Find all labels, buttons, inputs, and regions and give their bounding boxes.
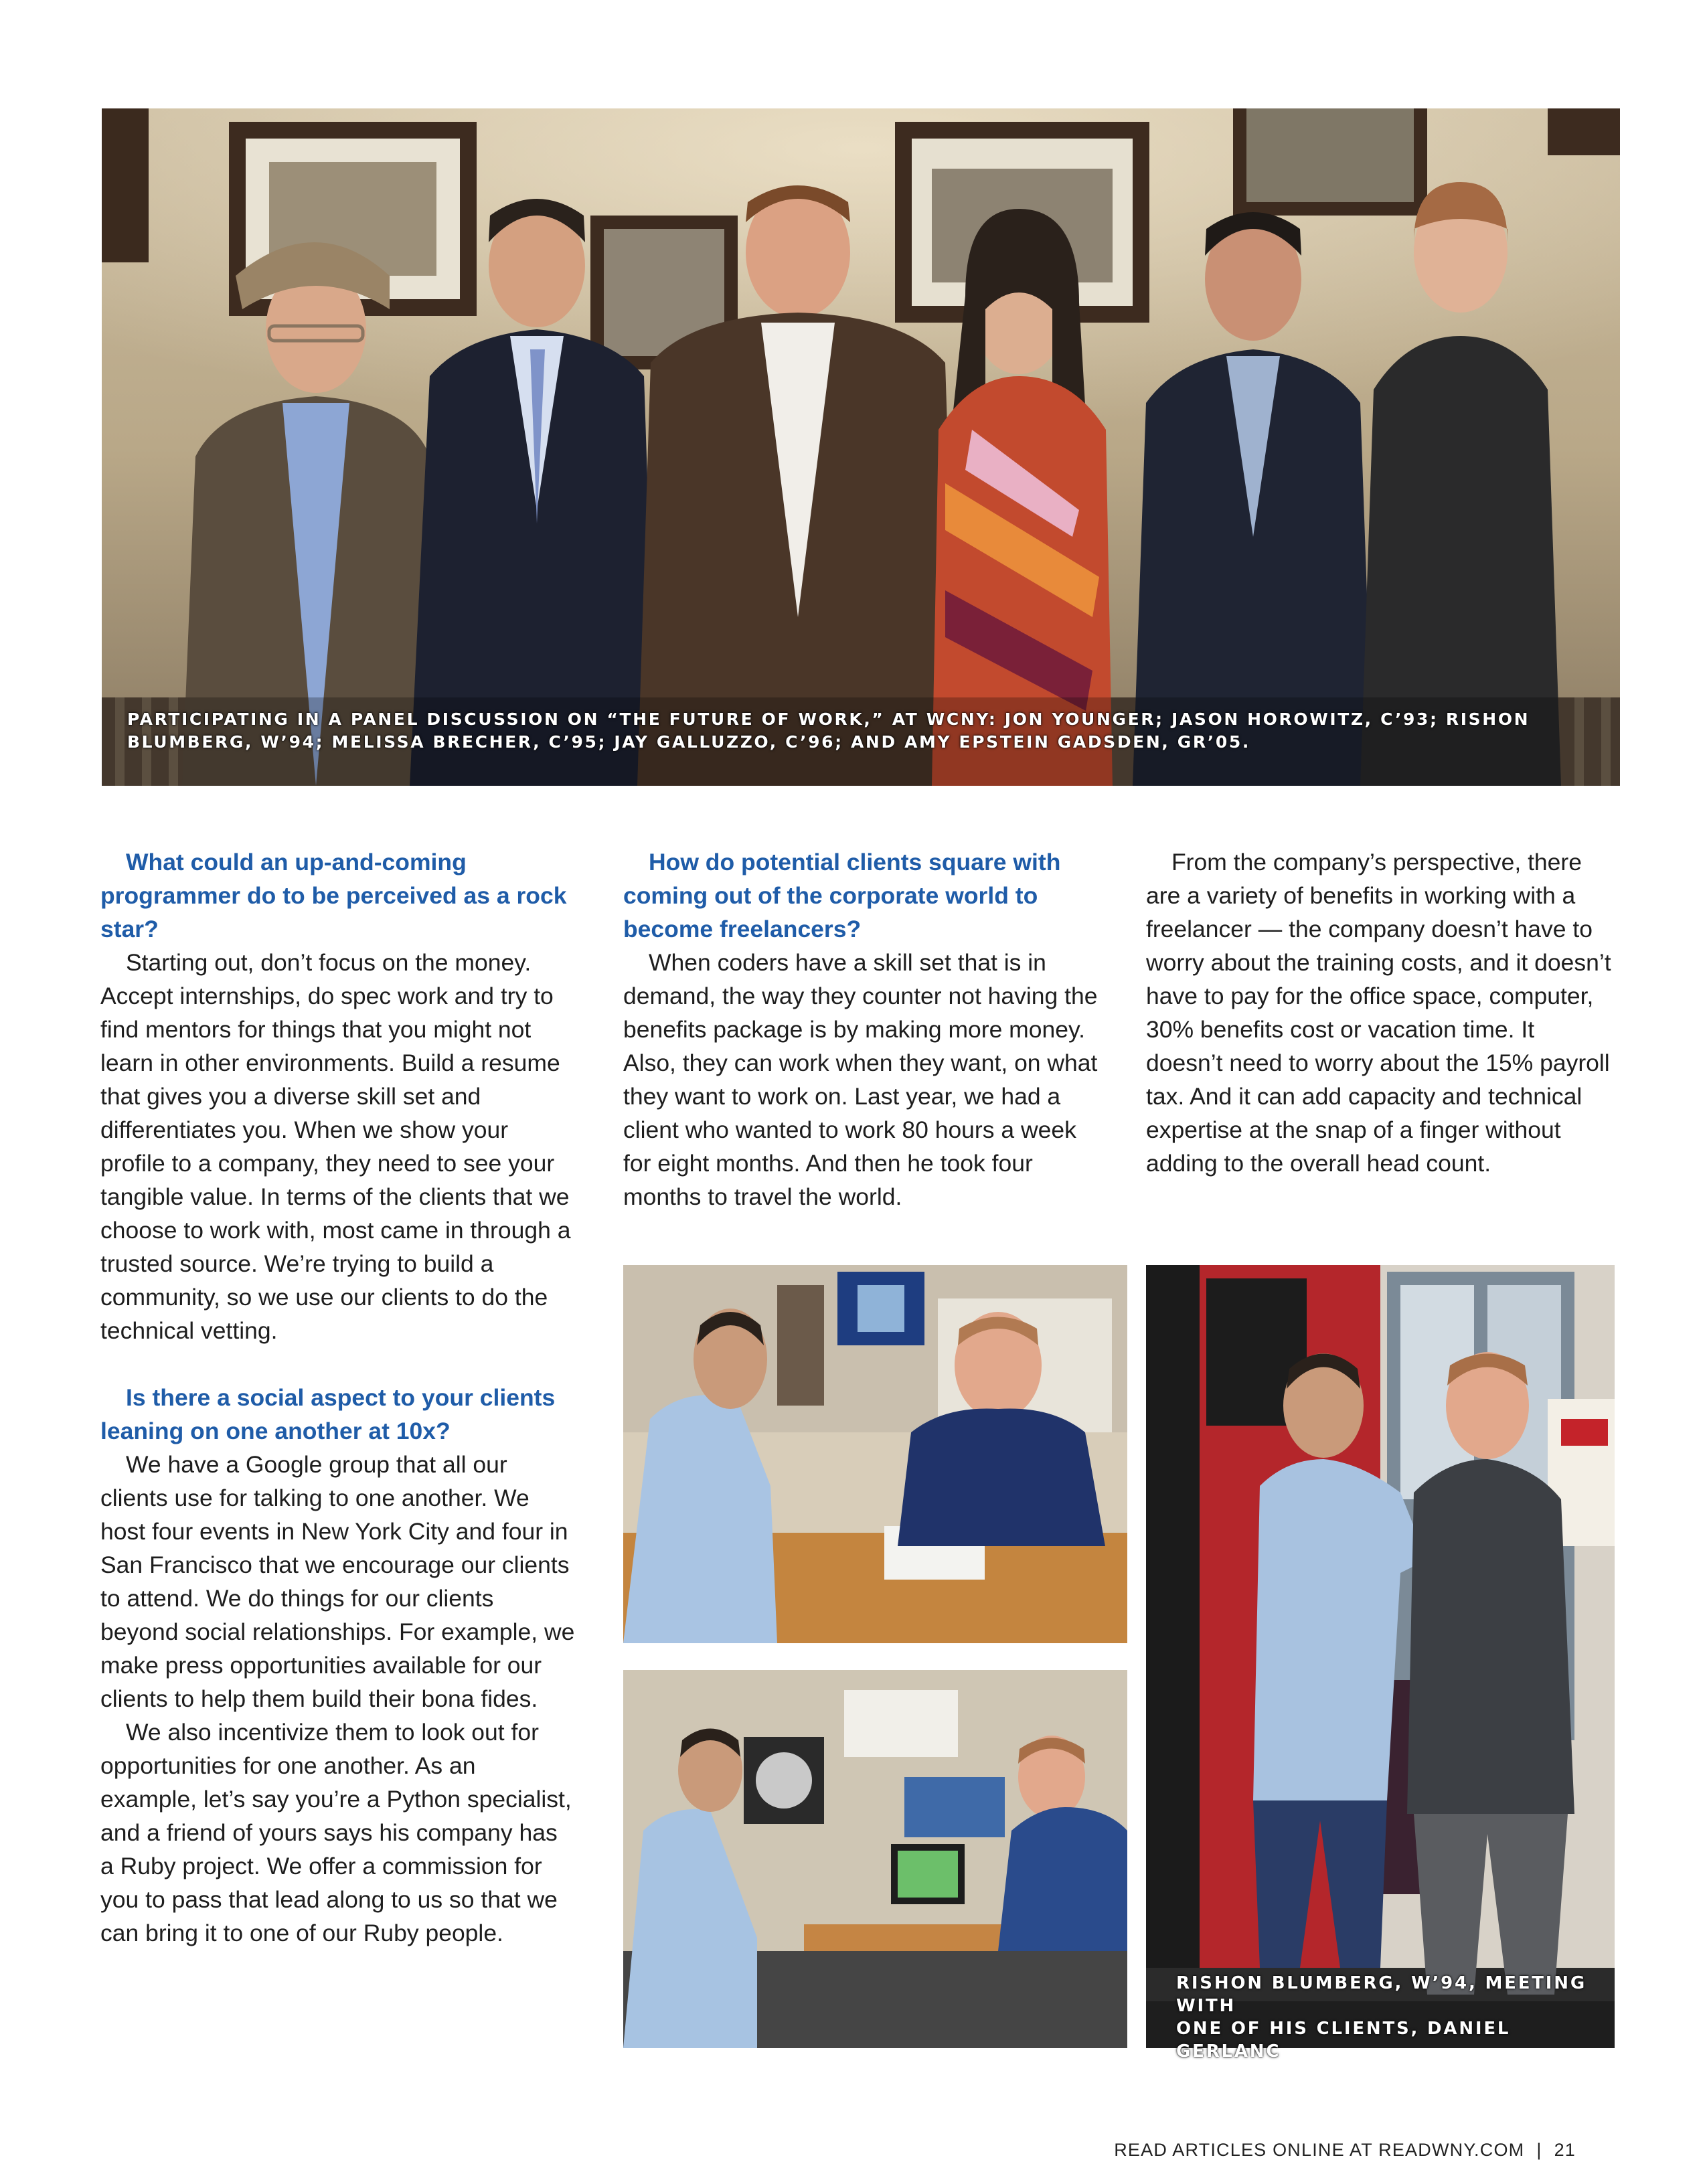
handshake-photo	[1146, 1265, 1615, 2048]
handshake-photo-caption	[1176, 1972, 1605, 2063]
office-photo-table	[623, 1670, 1127, 2048]
panel-photo	[102, 108, 1620, 786]
office-photo-desk-image	[623, 1265, 1127, 1643]
answer-social-aspect: We have a Google group that all our clients use for talking to one another. We host four events in New York City and four in San Francisco that we encourage our clients to attend. We do things for our clients beyond social relationships. For example, we make press opportunities available for our clients to help them build their bona fides.	[100, 1451, 575, 1712]
paragraph-gap	[100, 1347, 576, 1381]
panel-photo-caption: PARTICIPATING IN A PANEL DISCUSSION ON “THE FUTURE OF WORK,” AT WCNY: JON YOUNGER; JASON HOROWITZ, C’93; RISHON BLUMBERG, W’94; MELISSA BRECHER, C’95; JAY GALLUZZO, C’96; AND AMY EPSTEIN GADSDEN, GR’05.	[127, 709, 1530, 752]
office-photo-desk	[623, 1265, 1127, 1643]
answer-incentivize: We also incentivize them to look out for opportunities for one another. As an example, let’s say you’re a Python specialist, and a friend of yours says his company has a Ruby project. We offer a commission for you to pass that lead along to us so that we can bring it to one of our Ruby people.	[100, 1719, 572, 1946]
footer-separator: |	[1536, 2140, 1542, 2160]
page-number: 21	[1554, 2140, 1576, 2160]
question-social-aspect: Is there a social aspect to your clients leaning on one another at 10x?	[100, 1384, 556, 1444]
footer-readwny-link[interactable]: READ ARTICLES ONLINE AT READWNY.COM	[1114, 2140, 1525, 2160]
article-column-3	[1146, 845, 1615, 1180]
panel-photo-image	[102, 108, 1620, 786]
article-column-1	[100, 845, 576, 1950]
article-column-2	[623, 845, 1099, 1213]
question-rock-star: What could an up-and-coming programmer do to be perceived as a rock star?	[100, 849, 567, 942]
answer-corporate-world: When coders have a skill set that is in demand, the way they counter not having the benefits package is by making more money. Also, they can work when they want, on what they want to work on. Last year, we had a client who wanted to work 80 hours a week for eight months. And then he took four months to travel the world.	[623, 949, 1098, 1210]
question-corporate-world: How do potential clients square with coming out of the corporate world to become freelancers?	[623, 849, 1061, 942]
page-footer	[1114, 2140, 1576, 2161]
answer-rock-star: Starting out, don’t focus on the money. Accept internships, do spec work and try to find mentors for things that you might not learn in other environments. Build a resume that gives you a diverse skill set and differentiates you. When we show your profile to a company, they need to see your tangible value. In terms of the clients that we choose to work with, most came in through a trusted source. We’re trying to build a community, so we use our clients to do the technical vetting.	[100, 949, 571, 1344]
company-perspective-paragraph: From the company’s perspective, there are a variety of benefits in working with a freelancer — the company doesn’t have to worry about the training costs, and it doesn’t have to pay for the office space, computer, 30% benefits cost or vacation time. It doesn’t need to worry about the 15% payroll tax. And it can add capacity and technical expertise at the snap of a finger without adding to the overall head count.	[1146, 849, 1611, 1177]
handshake-caption-line1: RISHON BLUMBERG, W’94, MEETING WITH	[1176, 1973, 1587, 2016]
office-photo-table-image	[623, 1670, 1127, 2048]
handshake-caption-line2: ONE OF HIS CLIENTS, DANIEL GERLANC	[1176, 2019, 1511, 2062]
handshake-photo-image	[1146, 1265, 1615, 2048]
